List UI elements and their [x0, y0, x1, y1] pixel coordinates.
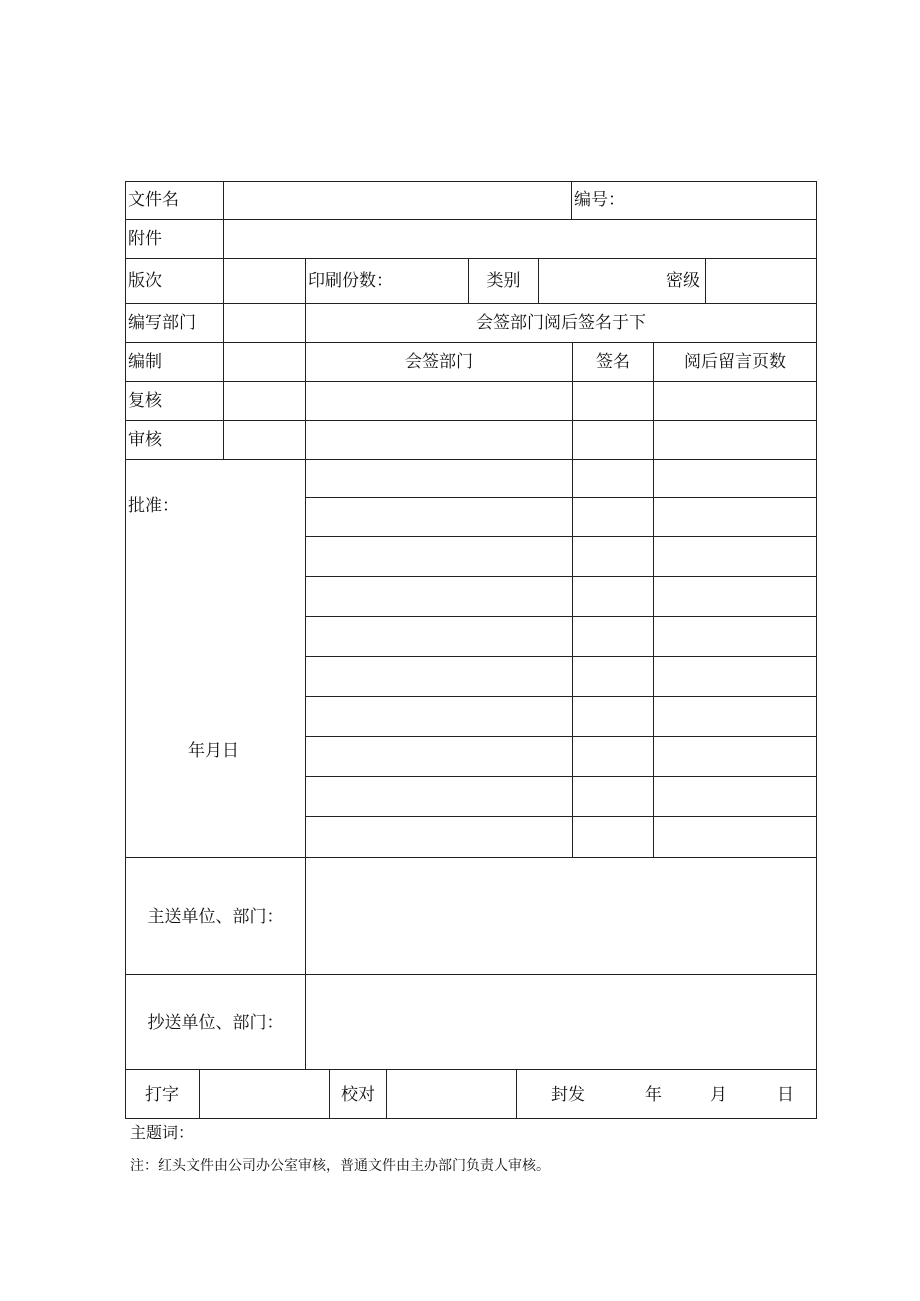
table-line: [125, 181, 126, 1118]
signature-header: 签名: [596, 352, 630, 372]
table-line: [571, 181, 572, 219]
seal-send-label: 封发: [551, 1085, 585, 1105]
edition-label: 版次: [128, 271, 162, 291]
table-line: [125, 342, 817, 343]
approve-label: 批准：: [128, 496, 179, 516]
audit-label: 审核: [128, 430, 162, 450]
read-pages-header: 阅后留言页数: [684, 352, 786, 372]
year-label: 年: [645, 1085, 662, 1105]
table-line: [125, 974, 817, 975]
category-label: 类别: [486, 271, 521, 291]
main-recipients-label: 主送单位、部门：: [147, 907, 284, 927]
writing-dept-label: 编写部门: [128, 313, 196, 333]
file-name-label: 文件名: [128, 190, 179, 210]
table-line: [653, 342, 654, 857]
table-line: [386, 1069, 387, 1118]
secret-level-label: 密级: [666, 271, 700, 291]
table-line: [516, 1069, 517, 1118]
table-line: [305, 258, 306, 1069]
subject-words-label: 主题词：: [130, 1123, 195, 1142]
table-line: [125, 1118, 817, 1119]
table-line: [305, 656, 817, 657]
table-line: [125, 303, 817, 304]
table-line: [125, 459, 817, 460]
countersign-header: 会签部门阅后签名于下: [476, 313, 646, 333]
print-copies-label: 印刷份数：: [308, 271, 393, 291]
table-line: [199, 1069, 200, 1118]
footnote: 注：红头文件由公司办公室审核，普通文件由主办部门负责人审核。: [130, 1158, 550, 1174]
table-line: [125, 1069, 817, 1070]
table-line: [125, 420, 817, 421]
table-line: [305, 776, 817, 777]
table-line: [125, 181, 817, 182]
table-line: [538, 258, 539, 303]
table-line: [305, 696, 817, 697]
table-line: [223, 181, 224, 459]
table-line: [705, 258, 706, 303]
review-label: 复核: [128, 391, 162, 411]
day-label: 日: [777, 1085, 794, 1105]
table-line: [305, 576, 817, 577]
compile-label: 编制: [128, 352, 162, 372]
table-line: [305, 616, 817, 617]
table-line: [572, 342, 573, 857]
table-line: [305, 536, 817, 537]
attachment-label: 附件: [128, 229, 162, 249]
table-line: [305, 497, 817, 498]
countersign-dept-header: 会签部门: [405, 352, 473, 372]
approve-date-label: 年月日: [188, 741, 239, 761]
table-line: [125, 857, 817, 858]
table-line: [816, 181, 817, 1118]
month-label: 月: [710, 1085, 727, 1105]
typing-label: 打字: [145, 1085, 179, 1105]
proofread-label: 校对: [341, 1085, 375, 1105]
serial-number-label: 编号：: [574, 190, 625, 210]
table-line: [125, 219, 817, 220]
table-line: [125, 258, 817, 259]
table-line: [125, 381, 817, 382]
table-line: [305, 816, 817, 817]
table-line: [305, 736, 817, 737]
cc-recipients-label: 抄送单位、部门：: [147, 1013, 284, 1033]
